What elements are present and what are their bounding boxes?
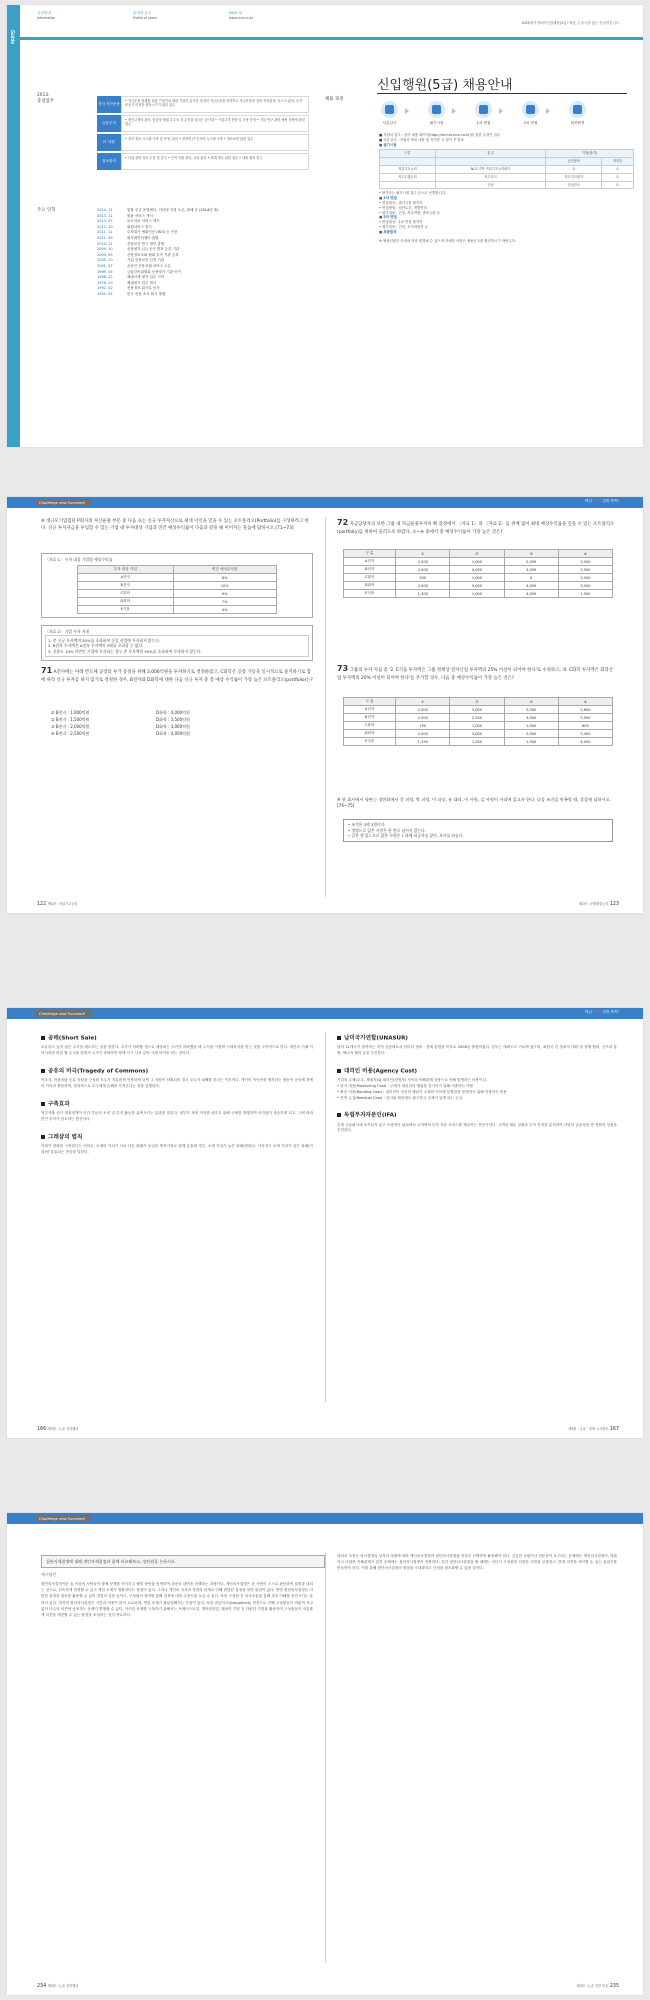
table-row: A전자 8% (78, 574, 277, 582)
page-band: Challenge and Succeed! 핵심 쏙쏙! 일반 쏙쏙! (7, 1008, 643, 1019)
biz-label: 2013. 중점업무 (37, 93, 54, 104)
history-row: 2011. 09 회사데이터센터 출범 (97, 235, 159, 240)
answer-label: 예시답안 (41, 1572, 57, 1577)
table-row: 인성 인성검사 0 (380, 181, 634, 189)
page-band: Challenge and Succeed! 핵심 쏙쏙! 일반 쏙쏙! (7, 497, 643, 508)
step-5: 최종합격 (567, 101, 588, 126)
top-link-1[interactable]: 사업안내 Information (37, 11, 56, 20)
page-number-left: 234 제3편 : 논술 전망해서 (37, 1984, 79, 1989)
table-row: D화학 2,000 3,000 2,000 2,400 (344, 730, 613, 738)
page-terms (7, 1008, 643, 1438)
biz-row: 금융투자 • 개인고객의 관리, 맞춤형 채권 수수료 감 수익을 올리는 공사업 • 기업고객 전담 및 신용 운영 • 기업 연구 관련 예측 상품에 관련 업무 (97, 115, 309, 132)
history-row: 2009. 10 신용평가 (주) 공식 발표 등록 기관 (97, 247, 180, 252)
history-row: 1954. 04 한국 신용 조사 회사 창립 (97, 291, 166, 296)
q71-options: ① B전자 : 1,000억원 D화학 : 4,000억원 ② B전자 : 1,500억원 D화학 : 3,500억원 ③ B전자 : 2,000억원 D화학 : 3,000억원 ④ B전자 : 2,500억원 D화학 : 4,000억원 (51, 710, 190, 736)
history-row: 2010. 11 신용보증 연구 재단 출범 (97, 241, 165, 246)
history-row: 2012. 10 회원서비스 출시 (97, 224, 152, 229)
header-bar (20, 37, 643, 40)
table-row: D화학 2,500 3,000 4,000 3,000 (344, 582, 613, 590)
biz-row: 전사 자산운용 • 자금운용 현재를 위한 기업가치 평판 기업의 유가증 자치의 자금운용을 전략하고 자금운용을 전략 자산관리, 리스크 관리, 투자 운용 수익성을 향상시키기 위한 업무 (97, 96, 309, 113)
page-recruit-guide (7, 5, 643, 447)
history-row: 2005. 10 기업 신용보증 인정 기관 (97, 258, 165, 263)
top-link-2[interactable]: 분야의 공고 Profile of years (133, 11, 157, 20)
interview-icon (522, 101, 539, 118)
table-row: E식품 1,150 1,500 1,500 4,000 (344, 738, 613, 746)
history-row: 2011. 11 투자회사 협회인증 (ISO) 등 인증 (97, 230, 178, 235)
essay-left: 집단의사결정이란 둘 이상의 사람들이 함께 문제를 인식하고 해결 방안을 탐색하여 최선의 대안을 선택하는 과정이다. 개인의사결정은 한 사람이 스스로 판단하여 결정을 내리는 것으로, 신속하게 결정할 수 있고 책임 소재가 명확하다는 장점이 있다. 그러나 개인의 지식과 경험의 한계로 인해 편향된 결정을 내릴 위험이 있다. 반면 집단의사결정은 다양한 관점과 정보를 활용할 수 있어 결정의 질을 높이고, 구성원의 참여를 통해 결정에 대한 수용도를 높일 수 있다. 또한 구성원 간 의사소통을 통해 상호 이해를 증진시키는 효과가 있다. 하지만 집단의사결정은 시간과 비용이 많이 소요되며, 책임 소재가 불분명해지는 단점이 있다. 또한 집단사고(Groupthink) 현상으로 인해 구성원들이 비판적 사고 없이 다수의 의견에 동조하는 문제가 발생할 수 있다. 이러한 문제를 극복하기 위해서는 브레인스토밍, 명목집단법, 델파이 기법 등 다양한 기법을 활용하여 구성원들이 자유롭게 의견을 개진할 수 있는 환경을 조성하는 것이 중요하다. (41, 1582, 313, 1618)
question-74-intro: ※ 한 회사에서 평판는 경연회에서 갈 퍼정, 박 퍼정, 이 과장, 유 대리, 이 사원, 김 사원이 자리에 있고자 한다. 다음 조건을 만족할 때, 물음에 답하시오.[74~75] (337, 797, 611, 809)
q72-table: 구 분 ① ② ③ ④ A전자 2,200 1,000 2,000 2,000 B전자 2,500 4,000 3,000 2,500 C화학 500 1,000 0 2,000 D화학 2,500 3,000 4,000 3,000 E식품 1,300 1,000 4,000 1,500 (343, 549, 613, 598)
step-1: 서류심사 (379, 101, 400, 126)
history-row: 2009. 05 산용정보조회 협회 부속 기관 등록 (97, 252, 179, 257)
arrow-icon (405, 108, 409, 114)
table-row: B전자 2,500 4,000 3,000 2,500 (344, 566, 613, 574)
exam-table: 구분 점 수 가점(합격) 공인영어 자격증 직업기초능력 NCS 기반 직업기초능력평가 0 0 직무수행능력 직무지식 직무지식평가 0 인성 인성검사 0 (379, 149, 634, 189)
table-row: C화학 500 1,000 0 2,000 (344, 574, 613, 582)
hire-title: 신입행원(5급) 채용안내 (377, 78, 513, 93)
question-72: 72 자금담당자의 보한 그룹 내 자금운용투자처 확 과정에서 〈자료 1〉과 〈자료 2〉를 위배 없이 최대 예상수익률을 얻을 수 있는 포트폴리오(portfolio)를 위하여 올리도록 하였다. ①~④ 중에서 총 예상수익률이 가장 높은 것은? (337, 518, 615, 535)
history-label: 주요 연혁 (37, 208, 56, 213)
essay-right: 따라서 조직은 의사결정의 성격과 상황에 따라 개인의사결정과 집단의사결정을 적절히 선택하여 활용해야 한다. 긴급한 상황이나 전문성이 요구되는 문제에는 개인의사결정이, 복잡하고 다양한 이해관계가 얽힌 문제에는 집단의사결정이 적합하다. 특히 집단의사결정을 할 때에는 리더가 구성원의 다양한 의견을 존중하고, 반대 의견을 제시할 수 있는 분위기를 만들어야 한다. 이를 통해 집단의사결정의 장점을 극대화하고 단점을 최소화할 수 있을 것이다. (337, 1554, 617, 1571)
arrow-icon (452, 108, 456, 114)
process-steps (379, 101, 588, 126)
process-label: 채용 과정 (325, 97, 344, 102)
document-icon (381, 101, 398, 118)
column-divider (325, 1553, 326, 1963)
table-row: D화학 7% (78, 598, 277, 606)
person-icon (569, 101, 586, 118)
history-row: 2014. 12 통합 신규 운영센터, 인터넷 지점 오픈, 판매 등 (2014년 중) (97, 208, 219, 212)
history-row: 2001. 07 온라인 신용조회 서비스 오픈 (97, 263, 171, 268)
column-divider (325, 517, 326, 897)
table-row: 직업기초능력 NCS 기반 직업기초능력평가 0 0 (380, 165, 634, 173)
biz-row: 정보관리 • 사업 관련 정보 수집 및 분석 • 인적 자원 관리, 교육 관리 • 회계 세무 관련 업무 • 대외 협력 업무 (97, 153, 309, 170)
history-row: 1976. 10 채권평가 업무 개시 (97, 280, 157, 285)
step-2: 필기시험 (426, 101, 447, 126)
table-row: C화학 750 1,000 1,000 600 (344, 722, 613, 730)
table-row: B전자 2,500 2,500 3,000 2,500 (344, 714, 613, 722)
intro-text: ※ 대규모기업집단 P회사의 자산운용 부문 중 다음 표는 신규 투자자산으로 최대 이익을 얻을 수 있는 포트폴리오(Portfolio)를 구성하라고 한다. 신규 투자자금을 투입할 수 있는 기업 내 투자대상 기업과 연간 예상수익률이 다음과 같을 때 이어지는 물음에 답하시오.[71~73] (41, 519, 309, 531)
page-band: Challenge and Succeed! (7, 1513, 643, 1524)
header-right-text: NICE평가정보㈜신입채용(5급) 채용, 논술시험 없는 신입직입니다 (522, 21, 619, 25)
top-link-3[interactable]: NICE 위 www.nice.co.kr (229, 11, 253, 20)
top-links (37, 11, 293, 21)
terms-left: 공매(Short Sale) 보유하고 있지 않은 주식을 매도하는 것을 말한다. 주가가 하락할 것으로 예상되는 주가가 하락했을 때 주식을 시장에 시세차익을 얻는 것을 주목적으로 한다. 개인의 거래 이 의사하면 미결 할 주식을 빌려서 주가가 하락하면 싸게 다시 사서 갚아 시세 차익을 얻는 것이다. 공유의 비극(Tragedy of Commons) 목초지, 어장처럼 공유 자원을 구성원 모두가 자유롭게 이용하게 되면 그 자원이 남획되어 결국 모두가 피해를 본다는 이론이다. 개인의 이익만을 생각하는 행동이 공동체 전체의 이익과 충돌하여, 결과적으로 모두에게 손해를 가져온다는 것을 설명한다. 구축효과 정부지출 증가 재정정책이 민간 부문의 소비 및 투자 활동을 위축시키는 효과를 말한다. 정부가 재정 적자를 메우기 위해 국채를 발행하면 이자율이 상승하게 되고, 그에 따라 민간 투자가 감소하는 현상이다. 그레샴의 법칙 악화가 양화를 구축한다는 의미로, 소재의 가치가 서로 다른 화폐가 동일한 명목가치로 함께 유통될 경우, 소재 가치가 높은 화폐(양화)는 사라지고 소재 가치가 낮은 화폐(악화)만 유통되는 현상을 말한다. (41, 1035, 313, 1154)
terms-right: 남미국가연합(UNASUR) 남미 12개국이 참여하는 지역 공동체로서 남미의 정치 · 경제 통합을 목표로 2008년 출범하였다. 본부는 에콰도르 키토에 있으며, 회원국 간 정치적 대화 및 경제 협력, 인프라 통합, 에너지 협력 등을 추진한다. 대리인 비용(Agency Cost) 기업의 주체(주주, 채권자)와 대리인(경영자) 사이의 이해관계 상충으로 인해 발생하는 비용이다. • 감시 비용(Monitoring Cost) : 주체가 대리인의 행위를 감시하기 위해 지출하는 비용 • 확증 비용(Bonding Cost) : 대리인이 자신의 행위가 주체의 이익에 부합함을 증명하기 위해 지출하는 비용 • 잔여 손실(Residual Cost) : 감시와 확증에도 불구하고 주체가 입게 되는 손실 독립투자자문인(IFA) 특정 금융회사에 소속되지 않고 독립적인 위치에서 고객에게 투자 자문 서비스를 제공하는 전문가이다. 고객의 재무 상황과 투자 목적을 분석하여 다양한 금융상품 중 적합한 상품을 추천한다. (337, 1035, 617, 1133)
question-73: 73 그룹의 투자 지침 중 '2. E식품 투자액은 그룹 정책상 전자산업 투자액의 25% 이상이 되어야 한다'로 수정하고, '4. C화학 투자액은 화학산업 투자액의 20% 이상이 되어야 한다'를 추가할 경우, 다음 중 예상수익률이 가장 높은 것은? (337, 664, 614, 681)
table-row: E식품 1,300 1,000 4,000 1,500 (344, 590, 613, 598)
question-71: 71 A전자에는 아래 반도체 공장의 투가 증설을 위해 3,000억원을 투자하기로 결정하였고, C화학은 공장 가동을 일시적으로 중지하기로 함에 따라 신규 투자를 하지 않기로 결정한 경우, B전자와 D화학에 대한 다음 신규 투자 중 총 예상 수익률이 가장 높은 포트폴리오(portfolio)는? (41, 666, 313, 683)
data-table-2: 〈자료 2〉 기업 투자 지침 1. 총 신규 투자액의 50%를 초과하여 동일 산업에 투자하지 않는다. 2. B전자 투자액은 A전자 투자액의 2배를 초과할 수 없다. 3. 신용도 10% 미만인 기업에 투자하는 경우 총 투자액의 30%를 초과하여 투자하지 않는다. (41, 625, 313, 661)
page-number-right: 제2편 : 문제해결능력 123 (578, 902, 619, 907)
essay-question: 집단자세결정에 대해 개인자세결정과 함께 비교해보고, 장단점을 논하시오. (41, 1555, 325, 1568)
table-row: B전자 10% (78, 582, 277, 590)
column-divider (325, 1032, 326, 1402)
page-number-left: 166 제3편 : 논술 전망해서 (37, 1427, 79, 1432)
data-table-1: 〈자료 1〉 투자 대상 기업별 예상수익률 투자 대상 기업 연간 예상수익률 A전자 8% B전자 10% C화학 9% D화학 7% E식품 4% (41, 553, 313, 618)
history-row: 2013. 07 보도자료 서비스 개시 (97, 219, 160, 224)
pencil-icon (428, 101, 445, 118)
guide-tab: Guide (7, 5, 20, 447)
title-rule (377, 93, 627, 94)
page-questions (7, 497, 643, 913)
interview-icon (475, 101, 492, 118)
table-row: A전자 2,000 3,000 2,000 2,600 (344, 706, 613, 714)
arrow-icon (546, 108, 550, 114)
step-4: 2차 면접 (520, 101, 541, 126)
hire-details: ■ 지원서 접수 : 당사 채용 페이지(http://recruit.nice.co.kr)를 통한 온라인 접수 ■ 서류심사 : 지원서 작성 내용 및 자격증 등 평가 후 발표 ■ 필기시험 구분 점 수 가점(합격) 공인영어 자격증 직업기초능력 NCS 기반 직업기초능력평가 0 0 직무수행능력 직무지식 직무지식평가 0 인성 인성검사 0 * 합격자는 필기시험 점수 순으로 선발합니다. ■ 1차 면접 • 면접대상 : 필기시험 합격자 • 면접방법 : 집단토론, 개별면접 • 평가내용 : 인성, 직무역량, 발표능력 등 ■ 2차 면접 • 면접대상 : 1차 면접 합격자 • 평가내용 : 인성, 조직적합성 등 ■ 최종합격 ※ 채용인원은 사정에 따라 변경될 수 있으며 자세한 사항은 채용공고를 확인하시기 바랍니다. (379, 133, 634, 243)
history-row: 1998. 12 채권시세 평가 업무 시작 (97, 275, 165, 280)
biz-row: IT 지원 • 전사 정보 시스템 구축 및 운영, 관리 • 전략적 IT 인프라 시스템 구축 • 정보보안 관련 업무 (97, 134, 309, 151)
history-row: 2013. 11 평판 서비스 개시 (97, 213, 153, 218)
arrow-icon (499, 108, 503, 114)
table-row: C화학 9% (78, 590, 277, 598)
history-row: 1992. 02 신용정보 회사로 인가 (97, 286, 160, 291)
page-essay (7, 1513, 643, 1995)
q73-table: 구 분 ① ② ③ ④ A전자 2,000 3,000 2,000 2,600 B전자 2,500 2,500 3,000 2,500 C화학 750 1,000 1,000 600 D화학 2,000 3,000 2,000 2,400 E식품 1,150 1,500 1,500 4,000 (343, 697, 613, 746)
page-number-left: 122 제1편 : 직업기초능력 (37, 902, 78, 907)
page-number-right: 제3편 : 논술 전망 연습 235 (576, 1984, 619, 1989)
table-row: A전자 2,200 1,000 2,000 2,000 (344, 558, 613, 566)
business-list (97, 96, 309, 172)
step-3: 1차 면접 (473, 101, 494, 126)
table-row: 직무수행능력 직무지식 직무지식평가 0 (380, 173, 634, 181)
table-row: E식품 4% (78, 606, 277, 614)
history-row: 1999. 05 금융감독위원회 신용평가 기관 인가 (97, 269, 182, 274)
page-number-right: 제3편 : 금융 · 경제 시사용어 167 (568, 1427, 619, 1432)
q74-conditions: • 조석은 3행 2열이다. • 정명으로 앉은 사람은 한 칸로 넘어서 앉는다. • 같은 행 있으므로 앉은 사람은 1 하에 되공자를 앉아, 보리를 한놓다. (343, 819, 613, 842)
history-list (97, 208, 309, 298)
